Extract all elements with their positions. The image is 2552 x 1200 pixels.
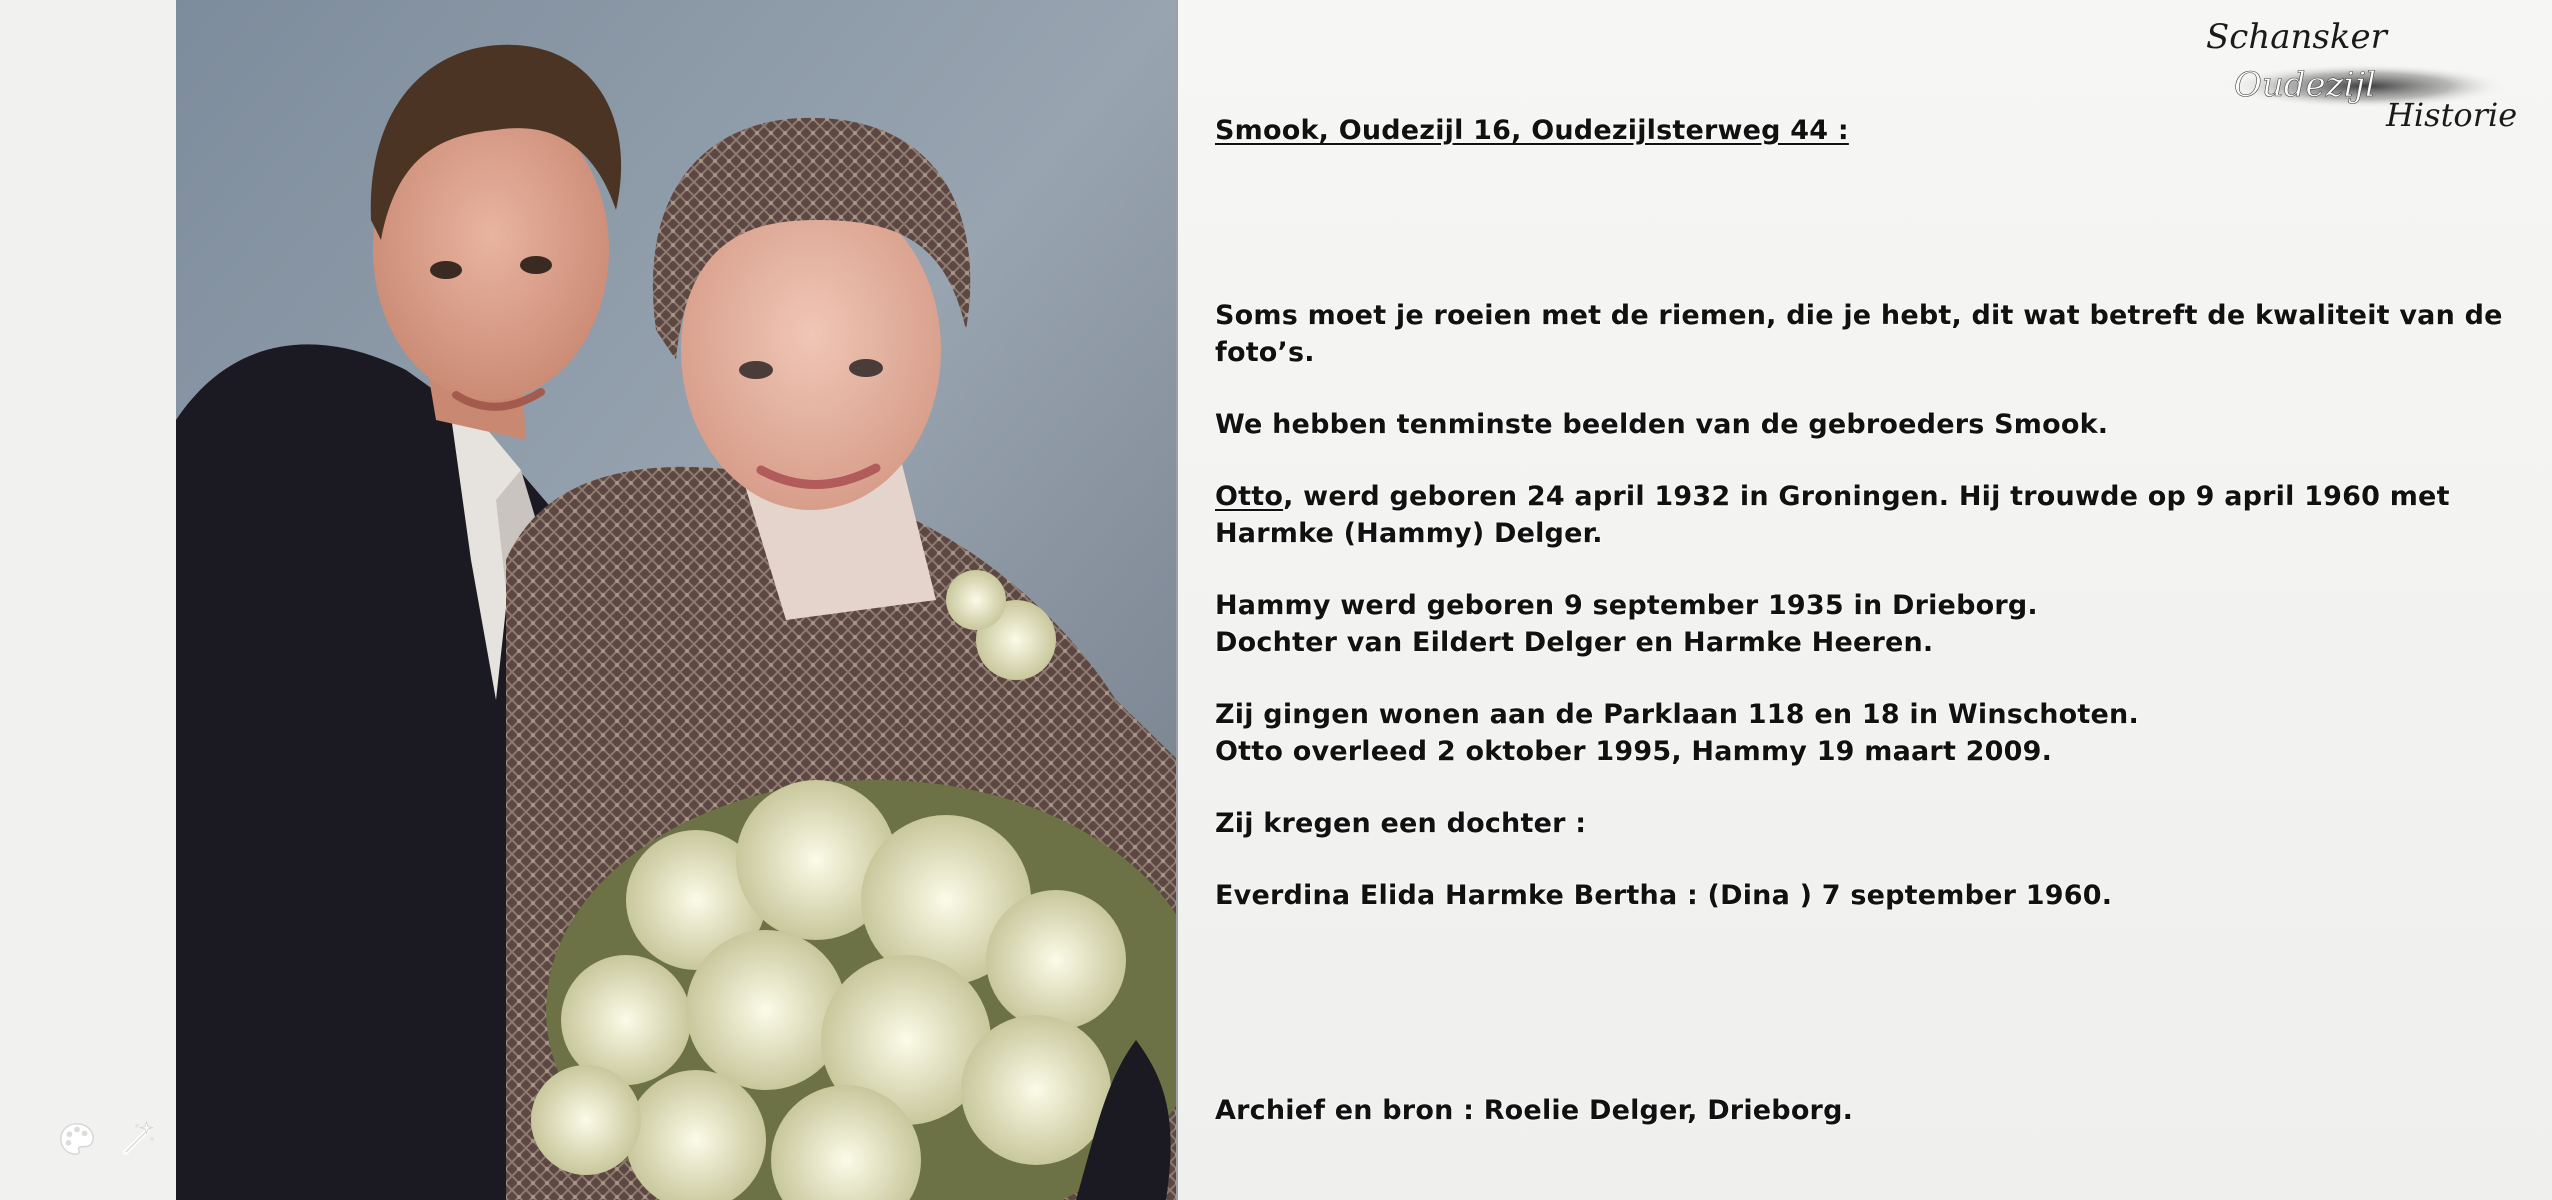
paragraph-residence-line1: Zij gingen wonen aan de Parklaan 118 en 18 in Winschoten. [1215,699,2139,730]
spacer [1215,443,2515,478]
paragraph-otto-line2: Harmke (Hammy) Delger. [1215,518,1603,549]
logo-line2: Oudezijl [2234,65,2376,105]
spacer [1215,914,2515,1092]
left-margin [0,0,176,1200]
spacer [1215,842,2515,877]
paragraph-residence-line2: Otto overleed 2 oktober 1995, Hammy 19 maart 2009. [1215,736,2053,767]
spacer [1215,770,2515,805]
source-credit: Archief en bron : Roelie Delger, Drieborg. [1215,1095,1854,1126]
spacer [1215,661,2515,696]
wedding-photo [176,0,1178,1200]
magic-wand-icon[interactable] [118,1120,156,1158]
logo-line3: Historie [2386,96,2518,134]
divider [1176,0,1178,1200]
paragraph-otto [1215,478,2515,515]
paragraph-photo-quality: Soms moet je roeien met de riemen, die je hebt, dit wat betreft de kwaliteit van de foto’s. [1215,300,2503,368]
spacer [1215,371,2515,406]
otto-link[interactable]: Otto [1215,481,1284,512]
palette-icon[interactable] [58,1120,96,1158]
document-text [1215,112,2515,1129]
paragraph-hammy-line2: Dochter van Eildert Delger en Harmke Heeren. [1215,627,1934,658]
logo-line1: Schansker [2206,17,2387,57]
paragraph-hammy-line1: Hammy werd geboren 9 september 1935 in Drieborg. [1215,590,2038,621]
spacer [1215,149,2515,297]
paragraph-brothers: We hebben tenminste beelden van de gebroeders Smook. [1215,409,2109,440]
spacer [1215,552,2515,587]
page-title: Smook, Oudezijl 16, Oudezijlsterweg 44 : [1215,115,1849,146]
schansker-oudezijl-historie-logo [2196,8,2536,138]
paragraph-dina: Everdina Elida Harmke Bertha : (Dina ) 7 september 1960. [1215,880,2113,911]
image-tools [58,1120,156,1158]
paragraph-otto-line1: , werd geboren 24 april 1932 in Groningen. Hij trouwde op 9 april 1960 met [1283,481,2450,512]
paragraph-daughter: Zij kregen een dochter : [1215,808,1587,839]
